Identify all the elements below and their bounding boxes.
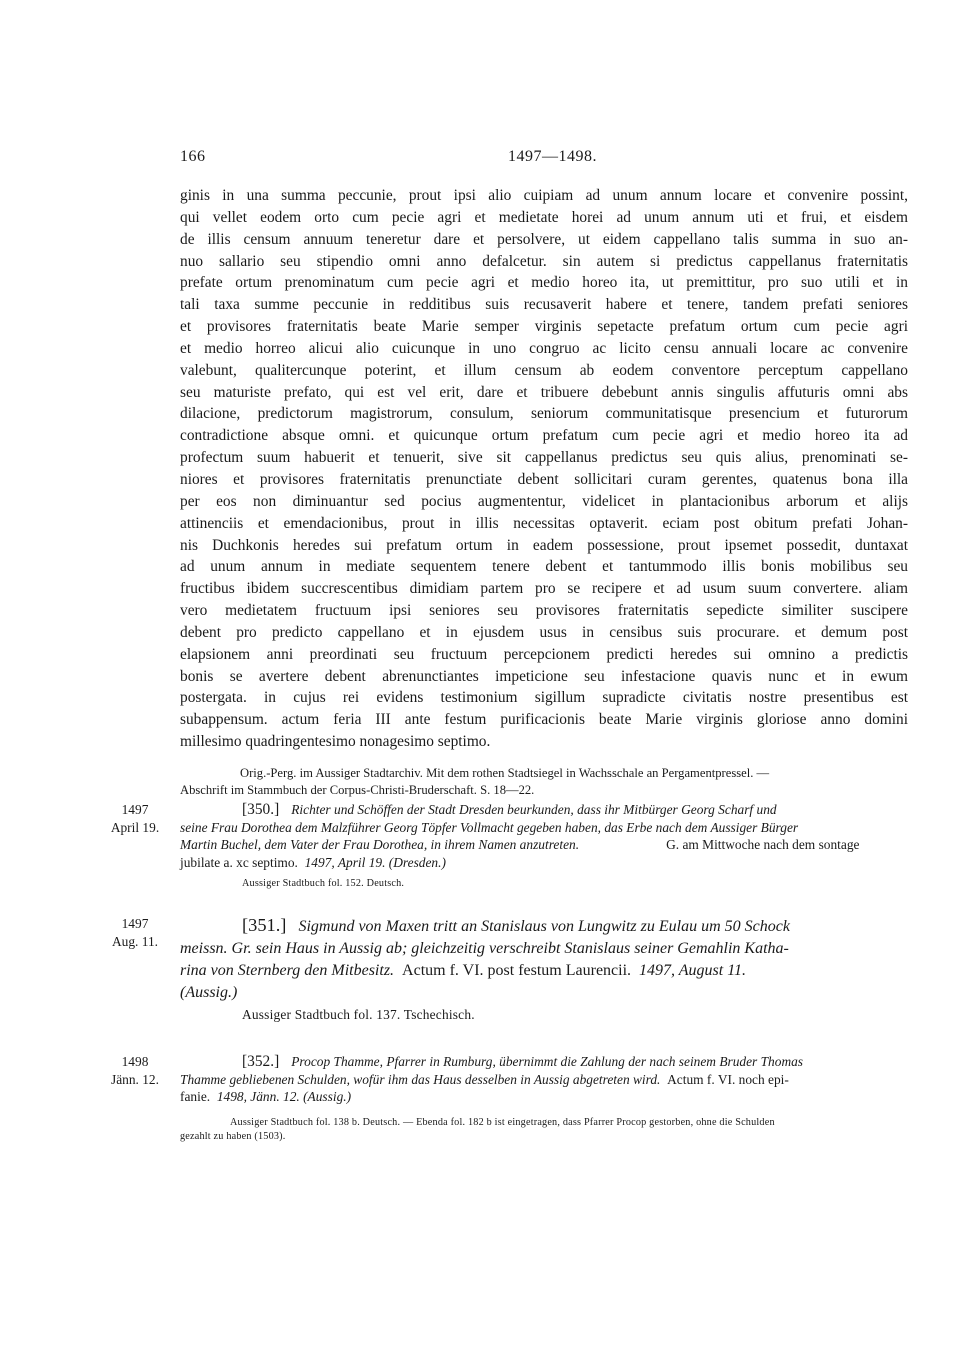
dating-text: Actum f. VI. noch epi- — [667, 1071, 789, 1087]
text-line: nuo sallario seu stipendio omni anno defalcetur. sin autem si predictus cappellanus fraternitatis — [180, 252, 908, 270]
regest-text: Thamme gebliebenen Schulden, wofür ihm das Haus desselben in Aussig abgetreten wird. — [180, 1071, 661, 1087]
entry-line — [180, 836, 908, 854]
entry-text — [180, 801, 908, 871]
source-note: Aussiger Stadtbuch fol. 152. Deutsch. — [242, 878, 405, 889]
text-line: profectum suum habuerit et tenuerit, sive sit cappellanus predictus seu quis alius, prenominati se- — [180, 449, 908, 467]
entry-line: seine Frau Dorothea dem Malzführer Georg Töpfer Vollmacht gegeben haben, das Erbe nach dem Aussiger Bürger — [180, 819, 799, 835]
entry-line — [180, 1071, 908, 1089]
regest-text: Procop Thamme, Pfarrer in Rumburg, übernimmt die Zahlung der nach seinem Bruder Thomas — [291, 1054, 804, 1069]
text-line: attinenciis et emendacionibus, prout in illis necessitas optaverit. eciam post obitum prefati Johan- — [180, 514, 908, 532]
entry-number: [350.] — [242, 801, 280, 818]
text-line: ginis in una summa peccunie, prout ipsi alio cuipiam ad unum annum locare et convenire possint, — [180, 187, 908, 204]
note-line: Orig.-Perg. im Aussiger Stadtarchiv. Mit dem rothen Stadtsiegel in Wachsschale an Pergamentpressel. — — [240, 766, 770, 780]
text-line: prefate ortum prenominatum cum pecie agri et medio horeo ita, ut premittitur, pro suo utili et in — [180, 274, 908, 292]
text-line: fructibus ibidem succrescentibus dimidiam partem pro se recipere et ad usum suum convertere. aliam — [180, 580, 908, 598]
text-line: subappensum. actum feria III ante festum purificacionis beate Marie virginis gloriose anno domini — [180, 711, 908, 729]
text-line: elapsionem anni preordinati seu fructuum percepcionem predicti heredes sui omnino a predictis — [180, 645, 908, 663]
text-line: et provisores fraternitatis beate Marie semper virginis sepetacte prefatum ortum cum pecie agri — [180, 318, 908, 336]
date-place: 1498, Jänn. 12. (Aussig.) — [216, 1089, 352, 1104]
text-line: per eos non diminuantur sed pocius augmententur, videlicet in plantacionibus arborum et alijs — [180, 492, 908, 510]
margin-year: 1497 — [121, 802, 149, 817]
text-line: seu maturiste prefato, qui est vel erit, dare et tribuere debebunt annis singulis affuturis omni abs — [180, 383, 908, 401]
text-line: de illis censum annuum teneretur dare et persolvere, ut eidem cappellano talis summa in suo an- — [180, 230, 908, 248]
regest-text: Martin Buchel, dem Vater der Frau Dorothea, in ihrem Namen anzutreten. — [180, 837, 580, 852]
dating-text: jubilate a. xc septimo. — [180, 854, 298, 870]
dating-text: fanie. — [180, 1089, 211, 1104]
regest-text: rina von Sternberg den Mitbesitz. — [180, 962, 395, 979]
dating-text: Actum f. VI. post festum Laurencii. — [402, 962, 632, 979]
text-line: nis Duchkonis heredes sui prefatum ortum in eadem possessione, prout ipsemet possedit, duntaxat — [180, 536, 908, 554]
margin-year: 1497 — [121, 916, 149, 931]
source-line: gezahlt zu haben (1503). — [180, 1131, 286, 1142]
text-line: postergata. in cujus rei evidens testimonium sigillum supradicte civitatis nostre presentibus est — [180, 689, 908, 707]
text-line: debent pro predicto cappellano et in ejusdem usus in censibus suis procurare. et demum post — [180, 623, 908, 641]
margin-date — [100, 915, 170, 950]
entry-line — [180, 854, 908, 872]
entry-line — [180, 801, 908, 819]
entry-line — [180, 1053, 908, 1071]
margin-day: April 19. — [110, 819, 160, 835]
entry-text — [180, 1053, 908, 1106]
text-line: qui vellet eodem orto cum pecie agri et medietate horei ad unum annum uti et frui, et eisdem — [180, 208, 908, 226]
margin-day: Aug. 11. — [112, 933, 158, 949]
text-line: ad unum annum in mediate sequentem tenere debent et tantummodo illis bonis mobilibus seu — [180, 558, 908, 576]
date-place: 1497, April 19. (Dresden.) — [304, 854, 446, 870]
page-number: 166 — [180, 148, 206, 165]
text-line: bonis se avertere debent abrenunctiantes impeticione seu infestacione quavis nunc et in ewum — [180, 667, 908, 685]
text-line: valebunt, qualitercunque poterint, et illum censum ab eodem conventore perceptum cappellano — [180, 361, 908, 379]
text-line: vero medietatem fructuum ipsi seniores seu provisores fraternitatis sepedicte similiter suscipere — [180, 602, 908, 620]
source-note — [180, 1116, 908, 1144]
entry-line: meissn. Gr. sein Haus in Aussig ab; gleichzeitig verschreibt Stanislaus seiner Gemahlin Katha- — [180, 940, 789, 957]
text-line: et medio horreo alicui alio cuicunque in uno congruo ac licito censu annuali locare ac convenire — [180, 339, 908, 357]
regest-text: Sigmund von Maxen tritt an Stanislaus von Lungwitz zu Eulau um 50 Schock — [298, 918, 790, 935]
entry-line — [180, 914, 908, 938]
text-line: millesimo quadringentesimo nonagesimo septimo. — [180, 733, 491, 751]
entry-line: (Aussig.) — [180, 984, 238, 1001]
text-line: dilacione, predictorum magistrorum, consulum, seniorum communitatisque presencium et futurorum — [180, 405, 908, 423]
text-line: tali taxa summe peccunie in redditibus suis recusaverit habere et tenere, tandem prefati seniores — [180, 296, 908, 314]
entry-line — [180, 960, 908, 982]
archival-note — [180, 765, 908, 799]
entry-number: [351.] — [242, 915, 287, 935]
margin-year: 1498 — [121, 1054, 149, 1069]
margin-day: Jänn. 12. — [111, 1071, 159, 1087]
text-line: niores et provisores fraternitatis prenunctiate debent sollicitari curam gerentes, quatenus bona illa — [180, 470, 908, 488]
margin-date — [100, 801, 170, 836]
entry-text — [180, 914, 908, 1004]
running-head: 1497—1498. — [508, 148, 597, 165]
note-line: Abschrift im Stammbuch der Corpus-Christi-Bruderschaft. S. 18—22. — [180, 783, 535, 797]
entry-number: [352.] — [242, 1053, 280, 1070]
entry-line — [180, 1088, 908, 1106]
text-line: contradictione absque omni. et quicunque ortum prefatum cum pecie agri et medio horeo ita ad — [180, 427, 908, 445]
source-line: Aussiger Stadtbuch fol. 138 b. Deutsch. — Ebenda fol. 182 b ist eingetragen, dass Pfarrer Procop gestorben, ohne die Schulden — [230, 1117, 775, 1128]
margin-date — [100, 1053, 170, 1088]
page-header — [0, 148, 960, 170]
charter-text — [180, 185, 908, 753]
dating-text: G. am Mittwoche nach dem sontage — [666, 837, 860, 852]
source-note: Aussiger Stadtbuch fol. 137. Tschechisch. — [242, 1007, 475, 1022]
regest-text: Richter und Schöffen der Stadt Dresden beurkunden, dass ihr Mitbürger Georg Scharf und — [291, 802, 777, 817]
date-text: 1497, August 11. — [639, 962, 746, 979]
